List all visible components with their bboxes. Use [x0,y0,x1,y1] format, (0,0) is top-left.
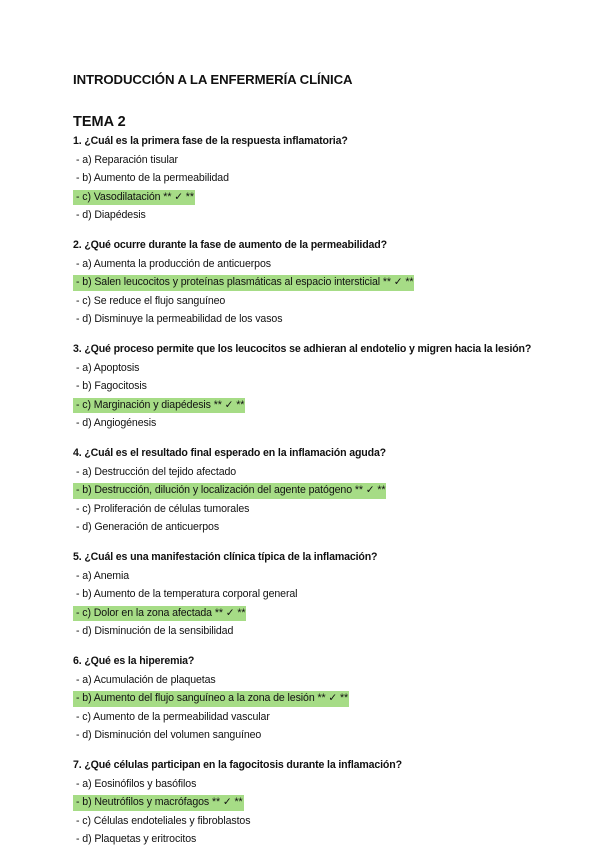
answer-option [73,254,543,273]
answer-option-text: - b) Aumento de la temperatura corporal general [76,588,298,600]
answer-option [73,670,543,689]
question-block [73,550,543,640]
answer-option-text: - b) Salen leucocitos y proteínas plasmáticas al espacio intersticial ** ✓ ** [73,275,414,291]
question-text: 7. ¿Qué células participan en la fagocitosis durante la inflamación? [73,759,402,771]
question-block [73,238,543,328]
question-block [73,134,543,224]
answer-option [73,168,543,187]
answer-option-text: - d) Plaquetas y eritrocitos [76,833,197,845]
answer-option-text: - d) Diapédesis [76,209,146,221]
answer-option-text: - a) Acumulación de plaquetas [76,673,216,686]
answer-option [73,621,543,640]
answer-option [73,376,543,395]
answer-option-text: - c) Vasodilatación ** ✓ ** [73,190,195,206]
answer-option-text: - b) Aumento del flujo sanguíneo a la zona de lesión ** ✓ ** [73,691,349,707]
answer-option-text: - a) Anemia [76,569,130,582]
answer-option-text: - c) Se reduce el flujo sanguíneo [76,294,226,307]
document-page [73,70,543,862]
answer-option [73,205,543,224]
question-text: 1. ¿Cuál es la primera fase de la respuesta inflamatoria? [73,135,348,147]
question-text: 3. ¿Qué proceso permite que los leucocitos se adhieran al endotelio y migren hacia la lesión? [73,343,532,355]
answer-option [73,291,543,310]
answer-option-text: - c) Células endoteliales y fibroblastos [76,814,251,827]
question-text: 2. ¿Qué ocurre durante la fase de aumento de la permeabilidad? [73,239,387,251]
answer-option-text: - c) Proliferación de células tumorales [76,502,250,515]
answer-option [73,499,543,518]
answer-option [73,584,543,603]
question-text: 4. ¿Cuál es el resultado final esperado en la inflamación aguda? [73,447,387,459]
answer-option [73,150,543,169]
answer-option-text: - a) Eosinófilos y basófilos [76,777,197,790]
correct-answer-option [73,395,543,414]
question-block [73,758,543,848]
answer-option [73,774,543,793]
answer-option-text: - b) Fagocitosis [76,380,147,392]
correct-answer-option [73,187,543,206]
correct-answer-option [73,272,543,291]
question-block [73,342,543,432]
question-block [73,654,543,744]
question-block [73,446,543,536]
answer-option [73,413,543,432]
answer-option [73,517,543,536]
question-text: 5. ¿Cuál es una manifestación clínica típica de la inflamación? [73,551,378,563]
answer-option-text: - d) Disminución del volumen sanguíneo [76,729,262,741]
correct-answer-option [73,792,543,811]
answer-option [73,309,543,328]
question-list [73,134,543,848]
answer-option [73,707,543,726]
answer-option-text: - c) Marginación y diapédesis ** ✓ ** [73,398,245,414]
answer-option [73,462,543,481]
correct-answer-option [73,603,543,622]
answer-option [73,829,543,848]
answer-option-text: - a) Apoptosis [76,361,140,374]
answer-option-text: - d) Generación de anticuerpos [76,521,220,533]
question-text: 6. ¿Qué es la hiperemia? [73,655,195,667]
correct-answer-option [73,688,543,707]
correct-answer-option [73,480,543,499]
answer-option [73,358,543,377]
answer-option-text: - d) Disminuye la permeabilidad de los vasos [76,313,283,325]
answer-option [73,566,543,585]
answer-option [73,725,543,744]
answer-option-text: - a) Reparación tisular [76,153,178,166]
answer-option-text: - b) Neutrófilos y macrófagos ** ✓ ** [73,795,244,811]
answer-option-text: - a) Destrucción del tejido afectado [76,465,237,478]
answer-option-text: - d) Angiogénesis [76,417,157,429]
answer-option-text: - c) Dolor en la zona afectada ** ✓ ** [73,606,246,622]
document-title: INTRODUCCIÓN A LA ENFERMERÍA CLÍNICA [73,72,353,87]
answer-option-text: - d) Disminución de la sensibilidad [76,625,234,637]
answer-option-text: - c) Aumento de la permeabilidad vascular [76,710,270,723]
answer-option-text: - a) Aumenta la producción de anticuerpos [76,257,271,270]
answer-option [73,811,543,830]
answer-option-text: - b) Aumento de la permeabilidad [76,172,229,184]
answer-option-text: - b) Destrucción, dilución y localización del agente patógeno ** ✓ ** [73,483,386,499]
section-heading: TEMA 2 [73,114,126,130]
